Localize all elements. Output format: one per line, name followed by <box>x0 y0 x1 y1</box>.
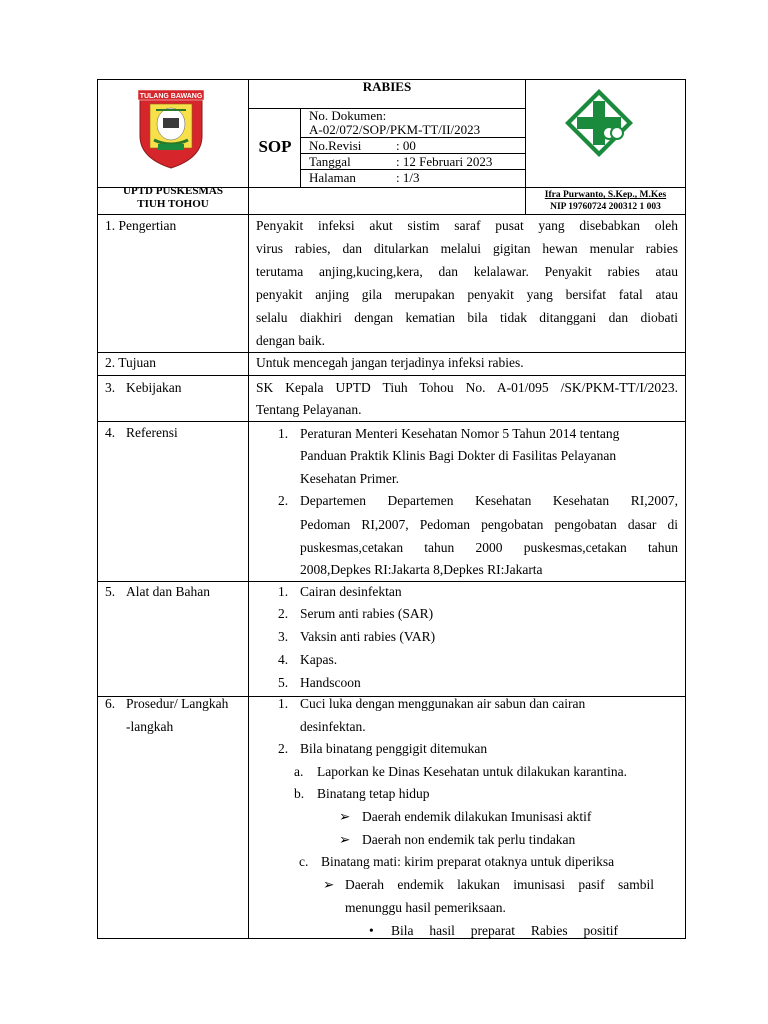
label-alat-num: 5. <box>105 584 116 599</box>
prosedur-step2: Bila binatang penggigit ditemukan <box>300 741 488 756</box>
header-divider-1 <box>248 79 249 939</box>
page-label: Halaman <box>309 170 356 185</box>
revision-label: No.Revisi <box>309 138 362 153</box>
alat-4-text: Kapas. <box>300 652 338 667</box>
sop-label: SOP <box>258 137 292 156</box>
pengertian-line-2: virus rabies, dan ditularkan melalui gigitan hewan menular rabies <box>256 241 678 256</box>
referensi-2-line-2: Pedoman RI,2007, Pedoman pengobatan pengobatan dasar di <box>300 517 678 532</box>
alat-2-num: 2. <box>278 606 289 621</box>
page-value: : 1/3 <box>396 170 420 185</box>
referensi-2-num: 2. <box>278 493 289 508</box>
prosedur-a-num: a. <box>294 764 304 779</box>
tulang-bawang-logo <box>136 88 206 170</box>
prosedur-b-num: b. <box>294 786 305 801</box>
prosedur-c1a: Bila hasil preparat Rabies positif <box>391 923 618 938</box>
referensi-2-line-3: puskesmas,cetakan tahun 2000 puskesmas,cetakan tahun <box>300 540 678 555</box>
prosedur-step1-line1: Cuci luka dengan menggunakan air sabun dan cairan <box>300 696 586 711</box>
alat-1-num: 1. <box>278 584 289 599</box>
label-tujuan: 2. Tujuan <box>105 355 157 370</box>
prosedur-c-num: c. <box>299 854 309 869</box>
puskesmas-logo <box>563 87 635 159</box>
prosedur-c1-line1: Daerah endemik lakukan imunisasi pasif sambil <box>345 877 654 892</box>
referensi-1-num: 1. <box>278 426 289 441</box>
prosedur-a: Laporkan ke Dinas Kesehatan untuk dilakukan karantina. <box>317 764 628 779</box>
institution-name-line1: UPTD PUSKESMAS <box>123 185 223 197</box>
table-border-right <box>685 79 686 939</box>
sop-divider <box>300 108 301 187</box>
label-prosedur-line1: Prosedur/ Langkah <box>126 696 229 711</box>
prosedur-step2-num: 2. <box>278 741 289 756</box>
label-prosedur-num: 6. <box>105 696 116 711</box>
doc-number-label: No. Dokumen: <box>309 108 387 123</box>
title-row-line <box>248 108 525 109</box>
pengertian-line-5: selalu diakhiri dengan kematian bila tidak ditanggani dan diobati <box>256 310 678 325</box>
doc-number-value: A-02/072/SOP/PKM-TT/II/2023 <box>309 122 481 137</box>
pengertian-line-6: dengan baik. <box>256 333 325 348</box>
alat-3-num: 3. <box>278 629 289 644</box>
label-referensi: Referensi <box>126 425 178 440</box>
referensi-2-line-1: Departemen Departemen Kesehatan Kesehatan RI,2007, <box>300 493 678 508</box>
revision-value: : 00 <box>396 138 416 153</box>
bullet-icon: • <box>369 923 374 938</box>
signer-nip: NIP 19760724 200312 1 003 <box>550 202 661 212</box>
date-label: Tanggal <box>309 154 351 169</box>
referensi-1-line-3: Kesehatan Primer. <box>300 471 399 486</box>
date-value: : 12 Februari 2023 <box>396 154 493 169</box>
label-kebijakan: Kebijakan <box>126 380 182 395</box>
pengertian-line-1: Penyakit infeksi akut sistim saraf pusat yang disebabkan oleh <box>256 218 678 233</box>
prosedur-c1-line2: menunggu hasil pemeriksaan. <box>345 900 506 915</box>
prosedur-b2: Daerah non endemik tak perlu tindakan <box>362 832 576 847</box>
signer-name: Ifra Purwanto, S.Kep., M.Kes <box>544 190 667 200</box>
kebijakan-line-2: Tentang Pelayanan. <box>256 402 362 417</box>
tujuan-text: Untuk mencegah jangan terjadinya infeksi rabies. <box>256 355 524 370</box>
prosedur-c: Binatang mati: kirim preparat otaknya untuk diperiksa <box>321 854 615 869</box>
label-referensi-num: 4. <box>105 425 116 440</box>
alat-5-num: 5. <box>278 675 289 690</box>
prosedur-b: Binatang tetap hidup <box>317 786 430 801</box>
label-alat: Alat dan Bahan <box>126 584 210 599</box>
prosedur-b1: Daerah endemik dilakukan Imunisasi aktif <box>362 809 592 824</box>
alat-1-text: Cairan desinfektan <box>300 584 402 599</box>
document-title: RABIES <box>362 79 412 94</box>
pengertian-line-3: terutama anjing,kucing,kera, dan kelalawar. Penyakit rabies atau <box>256 264 678 279</box>
alat-4-num: 4. <box>278 652 289 667</box>
arrow-bullet-icon: ➢ <box>323 877 335 892</box>
alat-2-text: Serum anti rabies (SAR) <box>300 606 434 621</box>
label-pengertian: 1. Pengertian <box>105 218 177 233</box>
label-prosedur-line2: -langkah <box>126 719 174 734</box>
referensi-2-line-4: 2008,Depkes RI:Jakarta 8,Depkes RI:Jakarta <box>300 562 543 577</box>
label-kebijakan-num: 3. <box>105 380 116 395</box>
referensi-1-line-2: Panduan Praktik Klinis Bagi Dokter di Fasilitas Pelayanan <box>300 448 617 463</box>
alat-3-text: Vaksin anti rabies (VAR) <box>300 629 436 644</box>
arrow-bullet-icon: ➢ <box>339 809 351 824</box>
kebijakan-line-1: SK Kepala UPTD Tiuh Tohou No. A-01/095 /SK/PKM-TT/I/2023. <box>256 380 678 395</box>
arrow-bullet-icon: ➢ <box>339 832 351 847</box>
referensi-1-line-1: Peraturan Menteri Kesehatan Nomor 5 Tahun 2014 tentang <box>300 426 620 441</box>
prosedur-step1-line2: desinfektan. <box>300 719 366 734</box>
alat-5-text: Handscoon <box>300 675 361 690</box>
pengertian-line-4: penyakit anjing gila merupakan penyakit yang bersifat fatal atau <box>256 287 678 302</box>
prosedur-step1-num: 1. <box>278 696 289 711</box>
logo-text: TULANG BAWANG <box>139 93 203 100</box>
institution-name-line2: TIUH TOHOU <box>137 198 209 210</box>
